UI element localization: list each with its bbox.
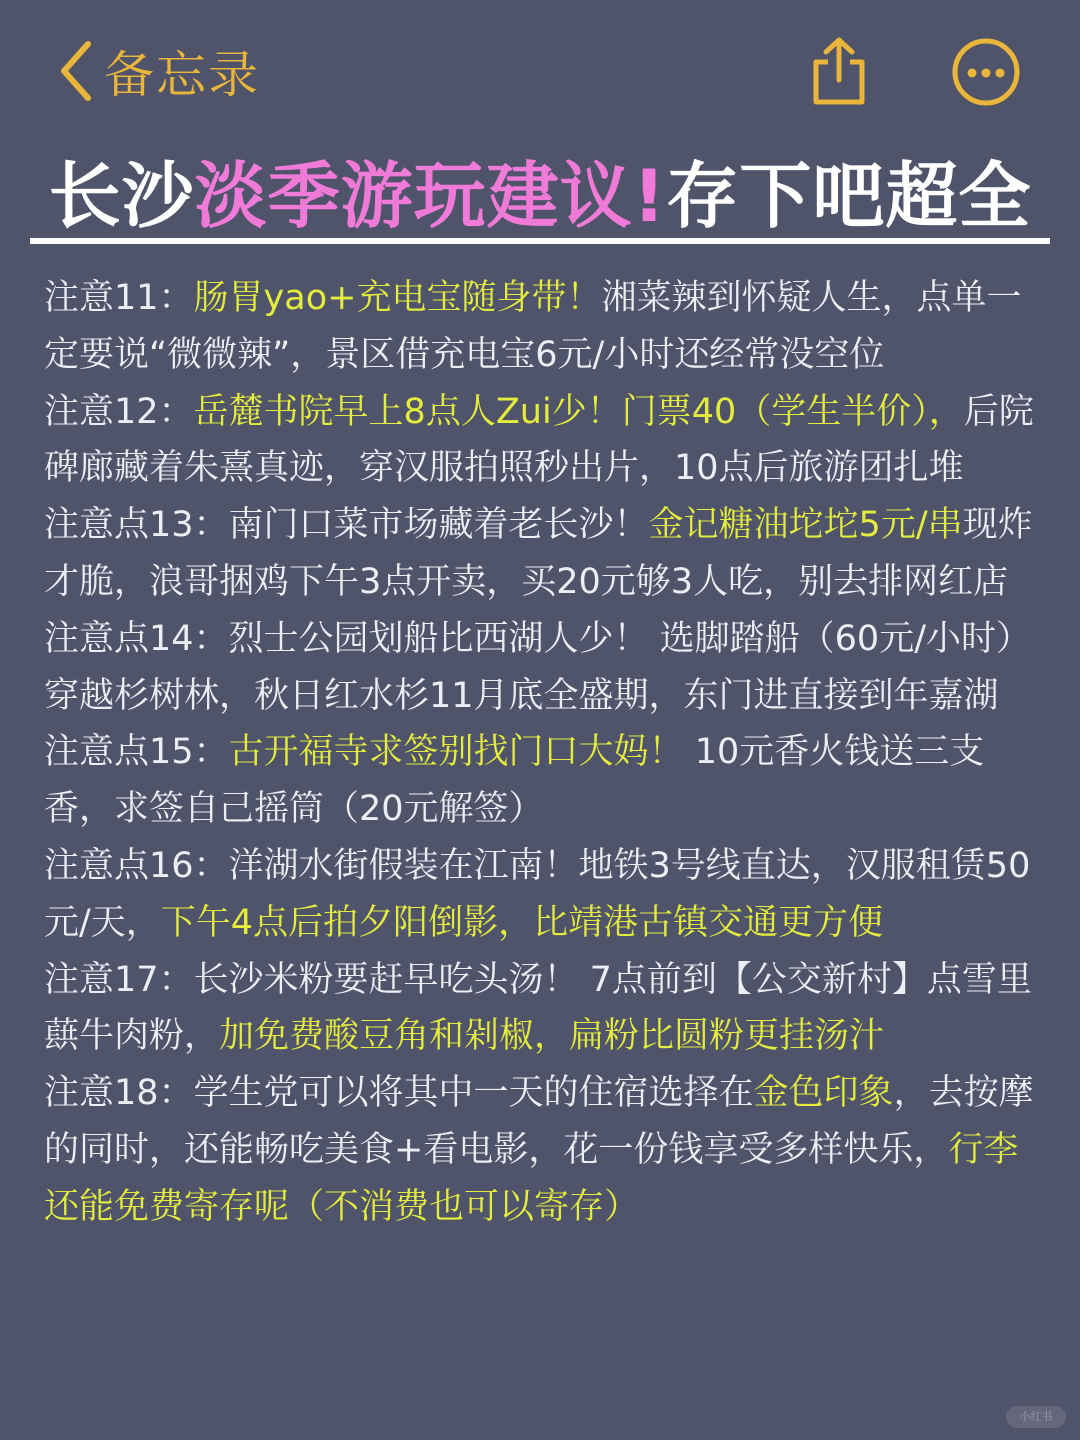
note-highlight: 下午4点后拍夕阳倒影，比靖港古镇交通更方便 [160,902,884,943]
note-highlight: 古开福寺求签别找门口大妈！ [228,732,684,773]
note-highlight: 肠胃yao+充电宝随身带！ [193,278,602,318]
note-text: 现炸才脆，浪哥捆鸡下午3点开卖，买20元够3人吃，别去排网红店 [44,505,1033,602]
title-part-3: 存下吧超全 [666,154,1032,238]
nav-bar [0,0,1080,140]
note-item-12 [44,384,1044,498]
chevron-left-icon [56,40,96,102]
title-part-1: 长沙 [48,154,195,238]
note-text: 注意点16：洋湖水街假装在江南！地铁3号线直达，汉服租赁50元/天， [44,845,1031,943]
title-highlight: 淡季游玩建议! [194,154,667,238]
note-text: 注意点14：烈士公园划船比西湖人少！ 选脚踏船（60元/小时）穿越杉树林，秋日红水杉11月底全盛期，东门进直接到年嘉湖 [44,618,1031,716]
note-label: 注意点13：南门口菜市场藏着老长沙！ [44,505,649,546]
note-item-18 [44,1065,1044,1235]
share-icon [806,36,872,106]
note-highlight: 行李还能免费寄存呢（不消费也可以寄存） [44,1129,1019,1227]
more-button[interactable] [950,36,1022,108]
note-text: ，去按摩的同时，还能畅吃美食+看电影，花一份钱享受多样快乐， [44,1073,1034,1170]
note-label: 注意11： [44,278,194,318]
note-item-17 [44,952,1044,1066]
more-icon [950,36,1022,108]
watermark-logo: 小红书 [1006,1406,1066,1428]
note-text: 湘菜辣到怀疑人生，点单一定要说“微微辣”，景区借充电宝6元/小时还经常没空位 [44,278,1022,375]
note-item-14 [44,611,1044,725]
note-item-11 [44,270,1044,384]
note-item-13 [44,497,1044,611]
note-highlight: 加免费酸豆角和剁椒，扁粉比圆粉更挂汤汁 [219,1016,885,1057]
note-text: 注意17：长沙米粉要赶早吃头汤！ 7点前到【公交新村】点雪里蕻牛肉粉， [44,959,1032,1057]
note-text: 后院碑廊藏着朱熹真迹，穿汉服拍照秒出片，10点后旅游团扎堆 [44,391,1034,489]
note-text: 注意18：学生党可以将其中一天的住宿选择在 [44,1073,754,1114]
note-item-16 [44,838,1044,952]
note-text: 10元香火钱送三支香，求签自己摇筒（20元解签） [44,732,985,830]
back-label: 备忘录 [104,46,260,104]
note-highlight: 岳麓书院早上8点人Zui少！门票40（学生半价）， [193,391,964,432]
back-button[interactable] [56,36,260,106]
note-highlight: 金色印象 [753,1073,894,1114]
note-highlight: 金记糖油坨坨5元/串 [648,505,963,546]
share-button[interactable] [806,36,872,106]
page-title [0,138,1080,242]
note-item-15 [44,724,1044,838]
note-label: 注意12： [44,391,194,432]
note-label: 注意点15： [44,732,229,773]
title-divider [30,238,1050,244]
note-body [44,270,1044,1236]
